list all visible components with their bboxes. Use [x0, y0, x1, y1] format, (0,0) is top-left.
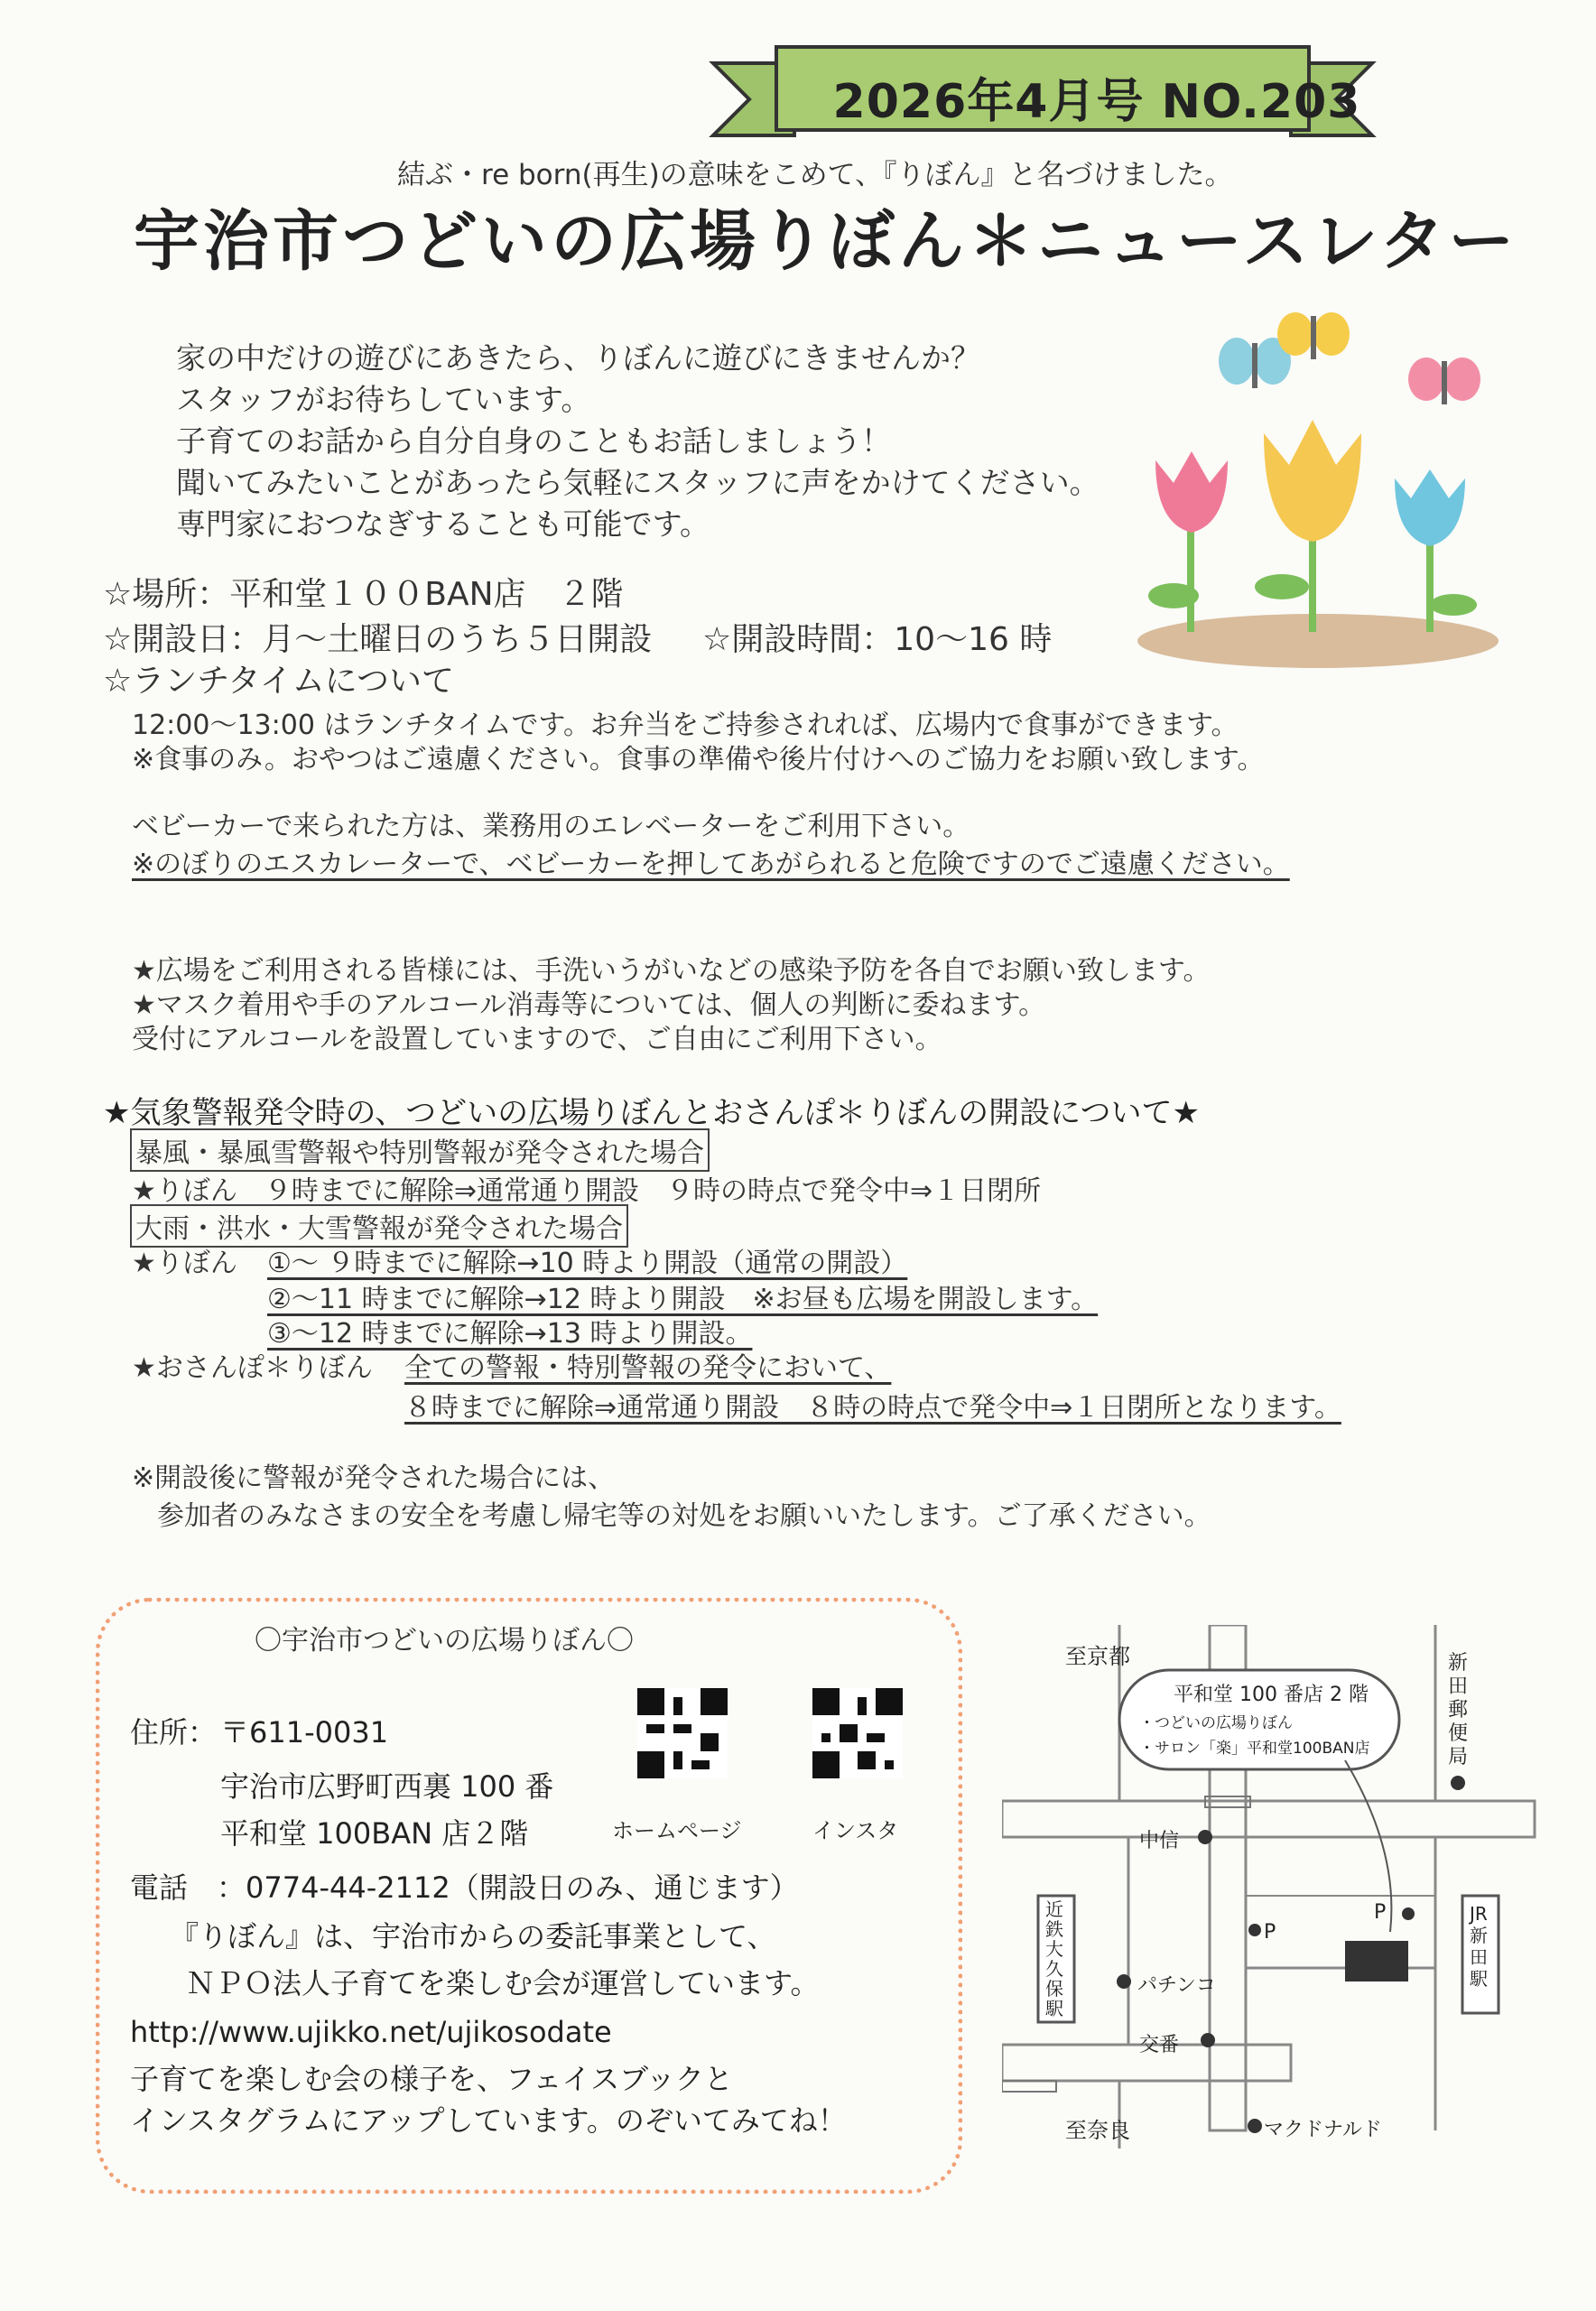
- map-callout-line: ・サロン「楽」平和堂100BAN店: [1139, 1740, 1370, 1758]
- website-link[interactable]: http://www.ujikko.net/ujikosodate: [130, 2015, 612, 2049]
- storm-condition-box: 暴風・暴風雪警報や特別警報が発令された場合: [130, 1128, 710, 1172]
- intro-line: 子育てのお話から自分自身のこともお話しましょう！: [176, 423, 891, 459]
- open-hours: ☆開設時間：10～16 時: [702, 621, 1053, 658]
- parking-marker-icon: [1402, 1907, 1415, 1920]
- map-kintetsu-station: 近鉄大久保駅: [1045, 1898, 1063, 2019]
- phone-number: 電話 ：0774-44-2112（開設日のみ、通じます）: [130, 1870, 799, 1905]
- store-marker-icon: [1345, 1941, 1408, 1982]
- parking-marker-icon: [1248, 1924, 1261, 1936]
- place-info: ☆場所：平和堂１００BAN店 ２階: [103, 576, 624, 613]
- sns-text: インスタグラムにアップしています。のぞいてみてね！: [130, 2103, 847, 2138]
- rain-condition-box: 大雨・洪水・大雪警報が発令された場合: [130, 1204, 628, 1248]
- npo-text: ＮＰＯ法人子育てを楽しむ会が運営しています。: [186, 1966, 820, 2000]
- tulip-illustration: [1128, 307, 1508, 668]
- address-label: 住所：: [130, 1715, 218, 1749]
- lunch-heading: ☆ランチタイムについて: [103, 663, 455, 700]
- map-to-kyoto: 至京都: [1065, 1644, 1130, 1669]
- weather-heading: ★気象警報発令時の、つどいの広場りぼんとおさんぽ＊りぼんの開設について★: [103, 1095, 1200, 1131]
- rain-rule-3: ③～12 時までに解除→13 時より開設。: [267, 1318, 753, 1350]
- pachinko-marker-icon: [1117, 1974, 1131, 1989]
- map-parking: P: [1374, 1901, 1387, 1924]
- homepage-qr-code[interactable]: [637, 1688, 728, 1778]
- intro-line: 専門家におつなぎすることも可能です。: [176, 506, 710, 542]
- chushin-marker-icon: [1198, 1830, 1212, 1844]
- postal-code: 〒611-0031: [220, 1715, 389, 1749]
- stroller-warning: ※のぼりのエスカレーターで、ベビーカーを押してあがられると危険ですのでご遠慮ください。: [132, 849, 1290, 880]
- infection-line: 受付にアルコールを設置していますので、ご自由にご利用下さい。: [132, 1024, 942, 1055]
- sns-text: 子育てを楽しむ会の様子を、フェイスブックと: [130, 2062, 733, 2096]
- address-line: 平和堂 100BAN 店２階: [220, 1816, 529, 1851]
- pink-tulip-icon: [1148, 451, 1228, 632]
- yellow-tulip-icon: [1255, 420, 1361, 632]
- post-office-marker-icon: [1451, 1776, 1465, 1790]
- map-pachinko: パチンコ: [1137, 1974, 1216, 1997]
- koban-marker-icon: [1201, 2033, 1215, 2047]
- intro-line: 家の中だけの遊びにあきたら、りぼんに遊びにきませんか？: [176, 340, 980, 376]
- address-line: 宇治市広野町西裏 100 番: [220, 1769, 554, 1804]
- stroller-text: ベビーカーで来られた方は、業務用のエレベーターをご利用下さい。: [132, 811, 970, 842]
- intro-line: 聞いてみたいことがあったら気軽にスタッフに声をかけてください。: [176, 465, 1100, 500]
- cross-road: [1002, 1801, 1535, 1837]
- rain-rule-1: ①～ ９時までに解除→10 時より開設（通常の開設）: [267, 1248, 908, 1279]
- contact-heading: 〇宇治市つどいの広場りぼん〇: [255, 1625, 634, 1657]
- infection-line: ★マスク着用や手のアルコール消毒等については、個人の判断に委ねます。: [132, 989, 1046, 1021]
- map-chushin: 中信: [1139, 1830, 1180, 1852]
- map-koban: 交番: [1139, 2034, 1180, 2056]
- lunch-text: 12:00～13:00 はランチタイムです。お弁当をご持参されれば、広場内で食事ができます。: [132, 710, 1239, 741]
- qr-homepage-label: ホームページ: [612, 1818, 742, 1843]
- issue-number: 2026年4月号 NO.203: [832, 75, 1361, 129]
- osanpo-rule-2: ８時までに解除⇒通常通り開設 ８時の時点で発令中⇒１日閉所となります。: [404, 1392, 1341, 1424]
- weather-note: 参加者のみなさまの安全を考慮し帰宅等の対処をお願いいたします。ご了承ください。: [157, 1500, 1211, 1532]
- butterfly-icon: [1408, 357, 1480, 404]
- map-mcdonalds: マクドナルド: [1264, 2119, 1382, 2141]
- open-days: ☆開設日：月～土曜日のうち５日開設: [103, 621, 653, 658]
- map-jr-station: JR新田駅: [1470, 1903, 1488, 1990]
- map-callout-line: ・つどいの広場りぼん: [1139, 1714, 1293, 1732]
- instagram-qr-code[interactable]: [812, 1688, 903, 1778]
- page-title: 宇治市つどいの広場りぼん＊ニュースレター: [134, 203, 1518, 280]
- rain-rule-2: ②～11 時までに解除→12 時より開設 ※お昼も広場を開設します。: [267, 1284, 1099, 1315]
- weather-note: ※開設後に警報が発令された場合には、: [132, 1462, 616, 1494]
- npo-text: 『りぼん』は、宇治市からの委託事業として、: [170, 1919, 776, 1954]
- rain-label: ★りぼん: [132, 1248, 237, 1279]
- map-parking: P: [1264, 1921, 1276, 1944]
- lunch-note: ※食事のみ。おやつはご遠慮ください。食事の準備や後片付けへのご協力をお願い致します。: [132, 744, 1265, 775]
- intro-text: [176, 338, 1100, 545]
- blue-tulip-icon: [1395, 469, 1477, 632]
- intro-line: スタッフがお待ちしています。: [176, 382, 591, 417]
- storm-rule: ★りぼん ９時までに解除⇒通常通り開設 ９時の時点で発令中⇒１日閉所: [132, 1175, 1042, 1207]
- map-post-office: 新田郵便局: [1448, 1652, 1469, 1768]
- mcd-marker-icon: [1248, 2119, 1262, 2133]
- qr-instagram-label: インスタ: [812, 1818, 899, 1843]
- map-to-nara: 至奈良: [1065, 2118, 1130, 2143]
- butterfly-icon: [1277, 312, 1350, 359]
- osanpo-rule-1: 全ての警報・特別警報の発令において、: [404, 1352, 892, 1384]
- osanpo-label: ★おさんぽ＊りぼん: [132, 1352, 373, 1384]
- subtitle: 結ぶ・re born(再生)の意味をこめて、『りぼん』と名づけました。: [397, 159, 1233, 191]
- map-callout-title: 平和堂 100 番店 2 階: [1174, 1684, 1369, 1706]
- infection-line: ★広場をご利用される皆様には、手洗いうがいなどの感染予防を各自でお願い致します。: [132, 955, 1211, 987]
